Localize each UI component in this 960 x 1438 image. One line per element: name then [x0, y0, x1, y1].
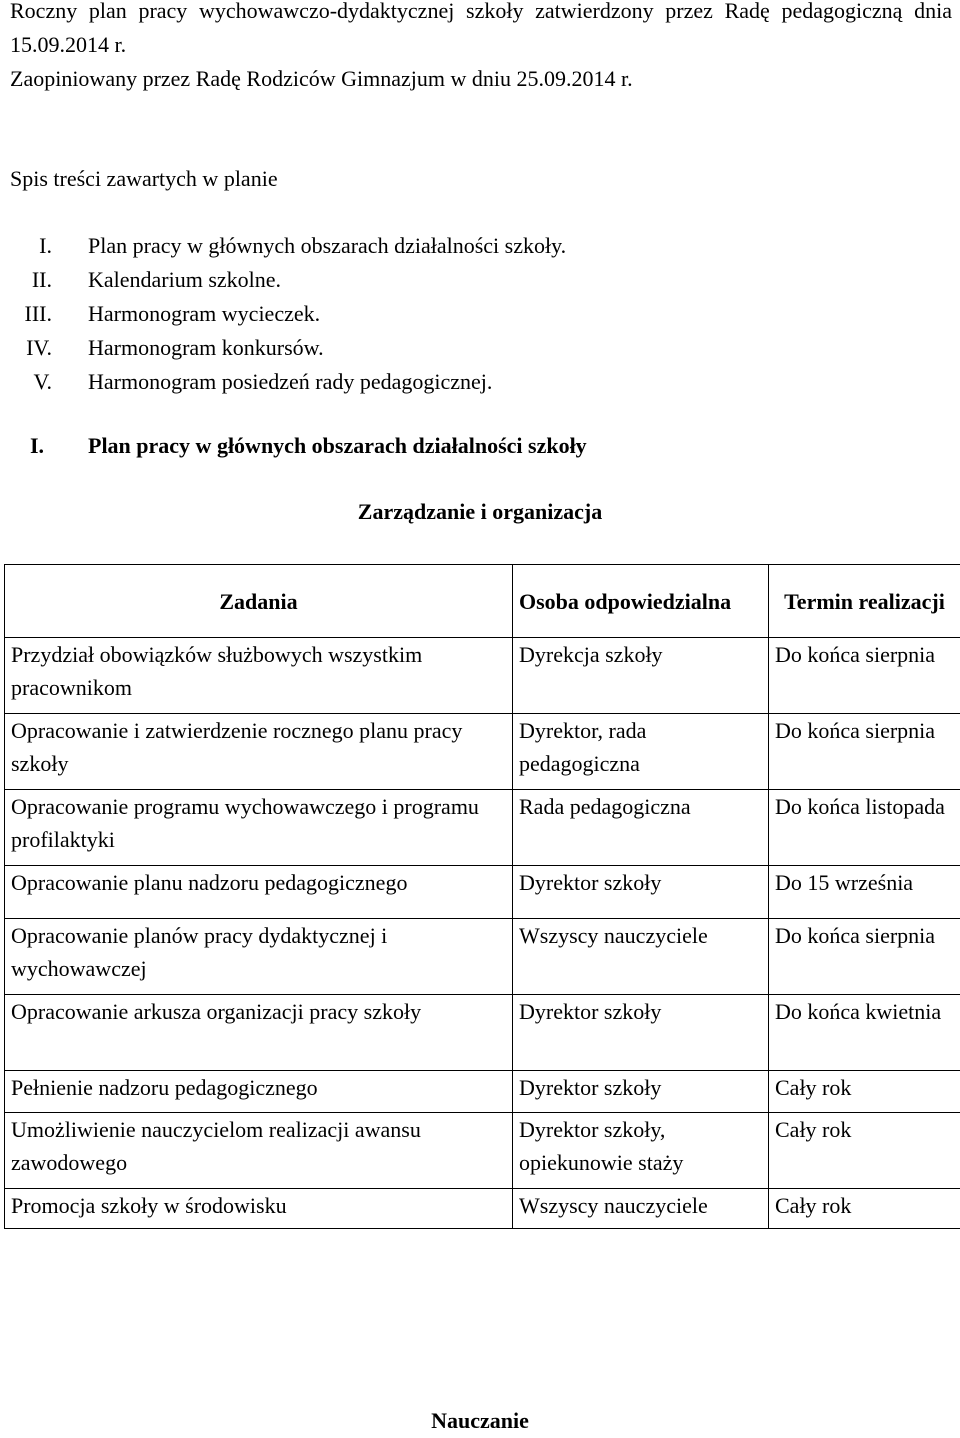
toc-item-text: Plan pracy w głównych obszarach działalności szkoły.	[88, 229, 566, 263]
table-row	[5, 1071, 960, 1113]
intro-paragraph	[10, 0, 952, 96]
toc-title: Spis treści zawartych w planie	[10, 162, 278, 196]
toc-item	[0, 331, 52, 365]
table-of-contents	[0, 229, 52, 399]
deadline-cell: Do końca kwietnia	[769, 995, 960, 1071]
responsible-cell: Dyrektor szkoły	[513, 866, 769, 919]
task-cell: Promocja szkoły w środowisku	[5, 1189, 513, 1229]
toc-item-number: IV.	[0, 331, 52, 365]
task-cell: Opracowanie programu wychowawczego i programu profilaktyki	[5, 790, 513, 866]
table-row	[5, 638, 960, 714]
task-cell: Opracowanie planów pracy dydaktycznej i wychowawczej	[5, 919, 513, 995]
toc-item-number: I.	[0, 229, 52, 263]
responsible-cell: Wszyscy nauczyciele	[513, 919, 769, 995]
deadline-cell: Do końca sierpnia	[769, 638, 960, 714]
table-row	[5, 919, 960, 995]
responsible-cell: Wszyscy nauczyciele	[513, 1189, 769, 1229]
table-header-row	[5, 565, 960, 638]
toc-item	[0, 263, 52, 297]
toc-item	[0, 365, 52, 399]
table-row	[5, 714, 960, 790]
toc-item	[0, 229, 52, 263]
responsible-cell: Dyrektor szkoły, opiekunowie staży	[513, 1113, 769, 1189]
section-title: Plan pracy w głównych obszarach działalności szkoły	[88, 429, 587, 463]
deadline-cell: Cały rok	[769, 1189, 960, 1229]
column-header-tasks: Zadania	[5, 565, 513, 638]
toc-item-text: Kalendarium szkolne.	[88, 263, 281, 297]
responsible-cell: Rada pedagogiczna	[513, 790, 769, 866]
table-row	[5, 1113, 960, 1189]
task-cell: Przydział obowiązków służbowych wszystkim pracownikom	[5, 638, 513, 714]
responsible-cell: Dyrektor szkoły	[513, 995, 769, 1071]
task-cell: Opracowanie i zatwierdzenie rocznego planu pracy szkoły	[5, 714, 513, 790]
deadline-cell: Do końca listopada	[769, 790, 960, 866]
next-section-heading: Nauczanie	[0, 1404, 960, 1438]
work-plan-table	[4, 564, 960, 1229]
toc-item-number: III.	[0, 297, 52, 331]
section-number: I.	[30, 429, 44, 463]
deadline-cell: Do końca sierpnia	[769, 714, 960, 790]
deadline-cell: Do końca sierpnia	[769, 919, 960, 995]
table-row	[5, 1189, 960, 1229]
toc-item-number: II.	[0, 263, 52, 297]
responsible-cell: Dyrekcja szkoły	[513, 638, 769, 714]
table-row	[5, 866, 960, 919]
task-cell: Pełnienie nadzoru pedagogicznego	[5, 1071, 513, 1113]
responsible-cell: Dyrektor, rada pedagogiczna	[513, 714, 769, 790]
toc-item-text: Harmonogram wycieczek.	[88, 297, 320, 331]
column-header-responsible: Osoba odpowiedzialna	[513, 565, 769, 638]
task-cell: Opracowanie arkusza organizacji pracy szkoły	[5, 995, 513, 1071]
deadline-cell: Cały rok	[769, 1071, 960, 1113]
task-cell: Umożliwienie nauczycielom realizacji awansu zawodowego	[5, 1113, 513, 1189]
toc-item-text: Harmonogram konkursów.	[88, 331, 324, 365]
toc-item-text: Harmonogram posiedzeń rady pedagogicznej.	[88, 365, 492, 399]
task-cell: Opracowanie planu nadzoru pedagogicznego	[5, 866, 513, 919]
opinion-statement: Zaopiniowany przez Radę Rodziców Gimnazjum w dniu 25.09.2014 r.	[10, 66, 633, 91]
toc-item	[0, 297, 52, 331]
responsible-cell: Dyrektor szkoły	[513, 1071, 769, 1113]
deadline-cell: Cały rok	[769, 1113, 960, 1189]
subsection-title: Zarządzanie i organizacja	[0, 495, 960, 529]
approval-statement: Roczny plan pracy wychowawczo-dydaktycznej szkoły zatwierdzony przez Radę pedagogiczną dnia 15.09.2014 r.	[10, 0, 952, 57]
toc-item-number: V.	[0, 365, 52, 399]
table-row	[5, 790, 960, 866]
column-header-deadline: Termin realizacji	[769, 565, 960, 638]
table-row	[5, 995, 960, 1071]
deadline-cell: Do 15 września	[769, 866, 960, 919]
